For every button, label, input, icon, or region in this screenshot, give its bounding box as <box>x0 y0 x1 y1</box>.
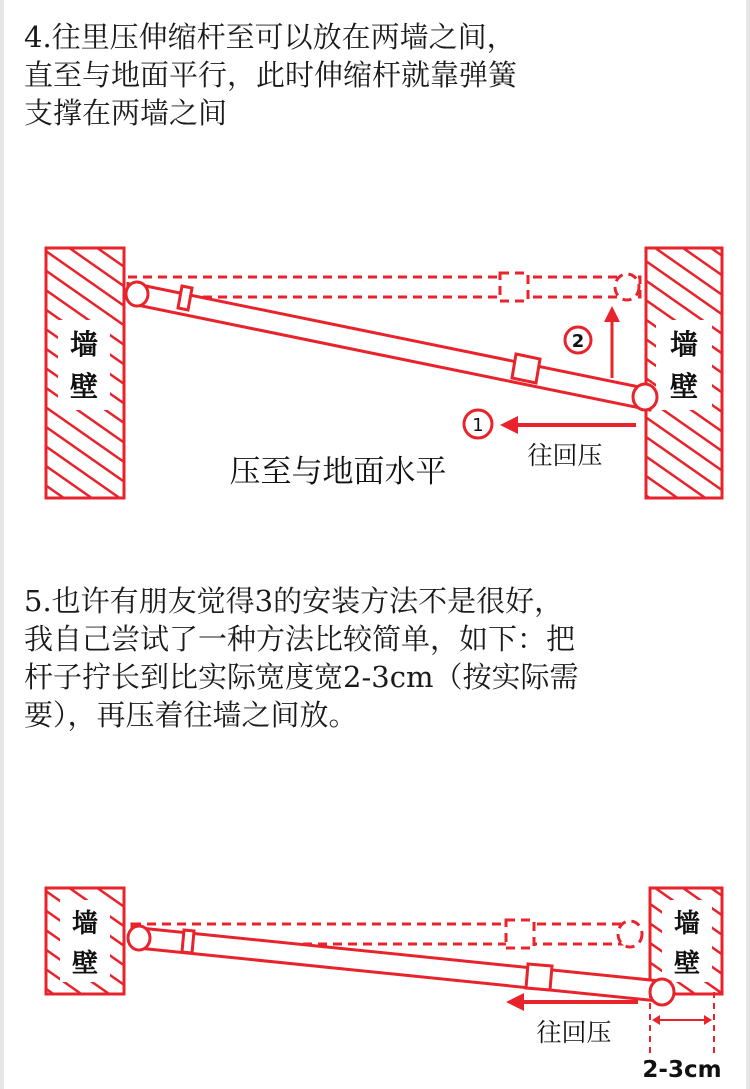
left-wall <box>46 248 124 498</box>
step2-number: 2 <box>571 331 585 352</box>
right-wall-label-bottom: 壁 <box>673 949 701 979</box>
diagram-press-level <box>0 240 750 510</box>
up-arrow <box>604 306 620 378</box>
step5-line-3: 杆子拧长到比实际宽度宽2-3cm（按实际需 <box>24 660 579 694</box>
step4-line-1: 4.往里压伸缩杆至可以放在两墙之间， <box>24 20 516 54</box>
step1-number: 1 <box>472 415 484 436</box>
step4-line-2: 直至与地面平行，此时伸缩杆就靠弹簧 <box>24 58 518 92</box>
left-wall-label-bottom: 壁 <box>69 370 99 403</box>
right-wall-label-bottom: 壁 <box>669 370 699 403</box>
left-wall-label-top: 墙 <box>71 909 99 939</box>
measurement-label: 2-3cm <box>642 1057 722 1083</box>
diagram1-caption: 压至与地面水平 <box>229 454 447 490</box>
diagram-longer-rod <box>0 880 750 1089</box>
push-back-label: 往回压 <box>536 1018 612 1047</box>
left-wall-label-top: 墙 <box>69 328 99 361</box>
left-arrow <box>500 416 636 434</box>
left-wall <box>46 888 124 994</box>
step2-marker <box>565 327 591 353</box>
step4-line-3: 支撑在两墙之间 <box>24 96 228 130</box>
step5-line-2: 我自己尝试了一种方法比较简单，如下：把 <box>24 622 576 656</box>
right-wall-label-top: 墙 <box>673 909 701 939</box>
right-wall <box>646 248 722 498</box>
left-wall-label-bottom: 壁 <box>71 949 99 979</box>
rod-tilted <box>128 926 674 1005</box>
step4-paragraph <box>24 18 517 132</box>
step1-marker <box>464 410 492 438</box>
right-wall-label-top: 墙 <box>669 328 699 361</box>
step5-paragraph <box>24 582 578 734</box>
push-back-label: 往回压 <box>527 441 603 470</box>
step5-line-4: 要），再压着往墙之间放。 <box>24 698 358 732</box>
step5-line-1: 5.也许有朋友觉得3的安装方法不是很好， <box>24 584 564 618</box>
